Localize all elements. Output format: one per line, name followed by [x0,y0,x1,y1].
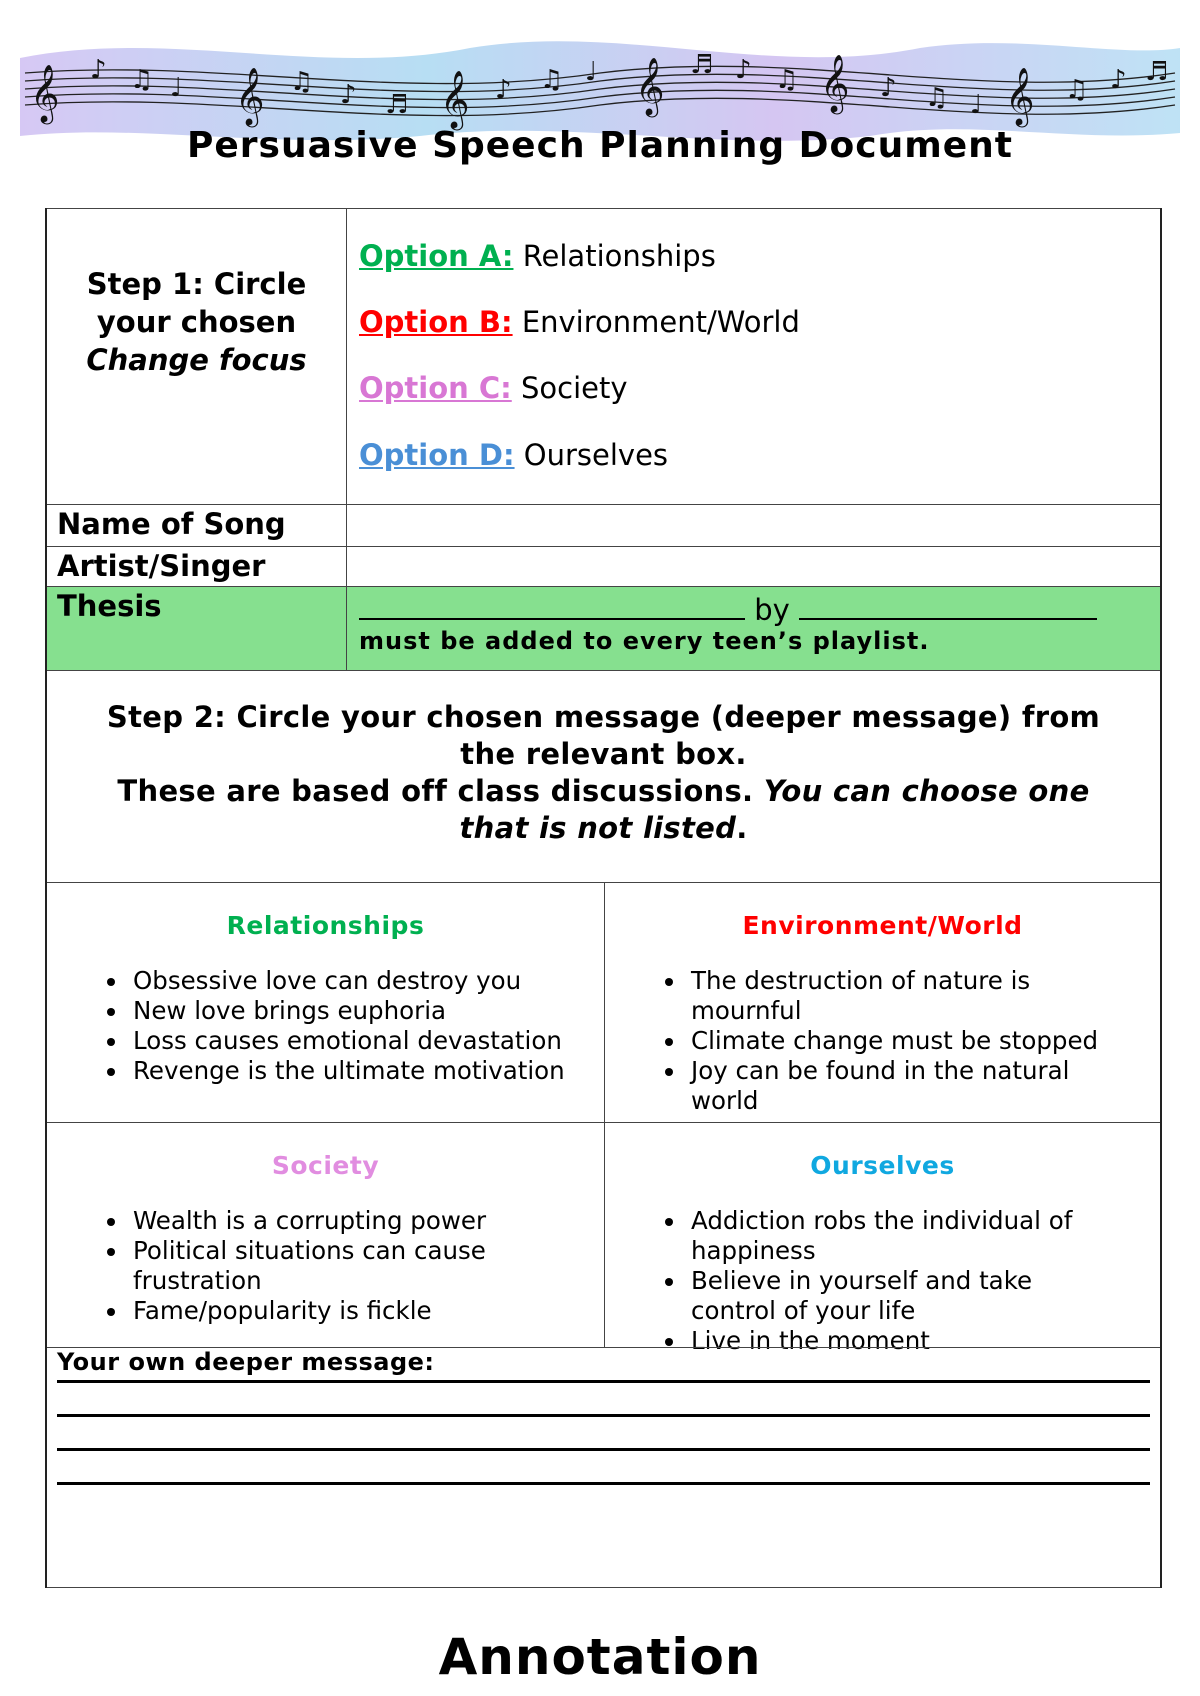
step2-line4-italic: that is not listed [459,811,737,845]
step1-line3: Change focus [86,343,307,377]
list-item[interactable]: • Political situations can cause frustration [129,1236,544,1296]
relationships-title: Relationships [226,911,425,940]
step2-line1: Step 2: Circle your chosen message (deeper message) from [106,700,1101,734]
annotation-heading: Annotation [438,1628,762,1686]
song-blank[interactable] [359,594,745,620]
list-item[interactable]: • Climate change must be stopped [687,1026,1120,1056]
step2-line4-end: . [736,811,748,845]
step2-line3-text: These are based off class discussions. [117,774,754,808]
option-b-label: Option B: [359,305,513,339]
list-item[interactable]: • Addiction robs the individual of happiness [687,1206,1120,1266]
thesis-content[interactable] [347,587,1160,670]
option-d-text: Ourselves [523,438,669,472]
list-item[interactable]: • Revenge is the ultimate motivation [129,1056,604,1086]
ourselves-box[interactable] [605,1123,1160,1355]
step1-line1: Step 1: Circle [86,267,307,301]
list-item[interactable]: • New love brings euphoria [129,996,604,1026]
svg-text:♬: ♬ [1145,57,1169,87]
step2-row [47,670,1160,882]
song-input-area[interactable] [347,505,1160,546]
option-a[interactable] [359,241,716,271]
list-item[interactable]: • Wealth is a corrupting power [129,1206,544,1236]
song-row [47,504,1160,546]
svg-text:♪: ♪ [735,55,752,85]
option-b-text: Environment/World [521,305,800,339]
artist-label: Artist/Singer [47,547,347,586]
svg-text:𝄞: 𝄞 [820,54,850,112]
artist-row [47,546,1160,586]
svg-text:𝄞: 𝄞 [30,64,60,122]
option-d-label: Option D: [359,438,515,472]
step1-row [47,208,1160,504]
svg-text:♪: ♪ [1110,65,1127,95]
option-a-text: Relationships [522,239,716,273]
thesis-subtext: must be added to every teen’s playlist. [359,627,930,655]
svg-text:♪: ♪ [340,80,357,110]
svg-text:𝄞: 𝄞 [635,57,665,115]
svg-text:♫: ♫ [1065,75,1089,105]
thesis-label: Thesis [47,587,347,670]
thesis-by: by [754,593,790,627]
list-item[interactable]: • Fame/popularity is fickle [129,1296,544,1326]
svg-text:♫: ♫ [775,65,799,95]
step2-line4 [47,810,1160,847]
step1-line2: your chosen [96,305,297,339]
environment-title: Environment/World [742,911,1023,940]
option-a-label: Option A: [359,239,514,273]
document-title: Persuasive Speech Planning Document [186,125,1013,166]
option-d[interactable] [359,440,668,470]
svg-text:♫: ♫ [290,67,314,97]
quadrant-row-top [47,882,1160,1122]
thesis-fill-line [359,593,1097,627]
artist-input-area[interactable] [347,547,1160,586]
list-item[interactable]: • Live in the moment [687,1326,1120,1356]
list-item[interactable]: • Obsessive love can destroy you [129,966,604,996]
society-title: Society [271,1151,380,1180]
list-item[interactable]: • Believe in yourself and take control of your life [687,1266,1120,1326]
svg-text:𝄞: 𝄞 [235,67,265,125]
writing-line[interactable] [57,1414,1150,1417]
svg-text:♬: ♬ [690,50,714,80]
writing-line[interactable] [57,1448,1150,1451]
svg-text:♪: ♪ [495,75,512,105]
svg-text:♪: ♪ [90,55,107,85]
list-item[interactable]: • Joy can be found in the natural world [687,1056,1120,1116]
artist-blank[interactable] [799,594,1097,620]
step1-instruction [47,209,347,504]
option-c-text: Society [520,371,628,405]
writing-line[interactable] [57,1380,1150,1383]
song-label: Name of Song [47,505,347,546]
option-c-label: Option C: [359,371,512,405]
environment-box[interactable] [605,883,1160,1122]
step2-line3-italic: You can choose one [763,774,1090,808]
svg-text:♩: ♩ [970,90,983,120]
environment-list [605,966,1160,1116]
planning-table [45,208,1162,1588]
own-message-row [47,1347,1160,1588]
society-list [47,1206,604,1326]
ourselves-title: Ourselves [810,1151,955,1180]
step2-line2: the relevant box. [460,737,747,771]
option-c[interactable] [359,373,628,403]
svg-text:♬: ♬ [385,90,409,120]
list-item[interactable]: • Loss causes emotional devastation [129,1026,604,1056]
list-item[interactable]: • The destruction of nature is mournful [687,966,1120,1026]
writing-line[interactable] [57,1482,1150,1485]
option-b[interactable] [359,307,800,337]
own-message-label: Your own deeper message: [57,1348,435,1376]
svg-text:♪: ♪ [880,73,897,103]
relationships-box[interactable] [47,883,605,1122]
thesis-row [47,586,1160,670]
svg-text:♫: ♫ [925,83,949,113]
change-focus-options [347,209,1160,504]
svg-text:𝄞: 𝄞 [1005,67,1035,125]
quadrant-row-bottom [47,1122,1160,1355]
svg-text:♫: ♫ [130,65,154,95]
svg-text:♩: ♩ [585,57,598,87]
svg-text:𝄞: 𝄞 [440,70,470,128]
society-box[interactable] [47,1123,605,1347]
step2-line3 [47,773,1160,810]
svg-text:♩: ♩ [170,73,183,103]
ourselves-list [605,1206,1160,1356]
svg-text:♫: ♫ [540,65,564,95]
relationships-list [47,966,604,1086]
